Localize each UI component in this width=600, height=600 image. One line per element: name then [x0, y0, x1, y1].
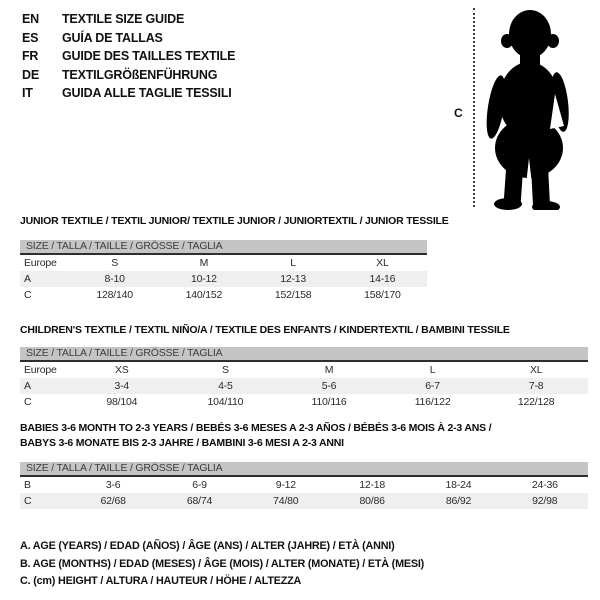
age-cell: 8-10: [104, 273, 125, 285]
language-title: GUIDE DES TAILLES TEXTILE: [62, 49, 236, 63]
age-cell: 6-7: [425, 380, 440, 392]
language-code: ES: [22, 30, 39, 45]
height-cell: 128/140: [96, 289, 133, 301]
language-row-fr: [22, 47, 235, 66]
table-row-height: [20, 394, 588, 410]
language-row-it: [22, 84, 235, 103]
section-junior-textile: [20, 214, 449, 303]
section-childrens-textile: [20, 323, 588, 410]
footnotes: [20, 538, 424, 591]
language-code: EN: [22, 12, 39, 26]
height-cell: 122/128: [517, 396, 555, 408]
language-title: GUÍA DE TALLAS: [62, 30, 163, 45]
months-cell: 12-18: [359, 479, 386, 491]
height-cell: 86/92: [445, 495, 472, 507]
section-title-wrap: [20, 421, 588, 451]
language-title: TEXTILE SIZE GUIDE: [62, 12, 185, 26]
language-code: DE: [22, 67, 39, 82]
row-label: B: [24, 479, 31, 491]
age-cell: 4-5: [218, 380, 233, 392]
height-cell: 104/110: [207, 396, 244, 408]
row-label: Europe: [24, 257, 57, 269]
height-dotted-line: [473, 8, 475, 207]
size-cell: S: [221, 364, 229, 376]
months-cell: 3-6: [105, 479, 121, 491]
section-title-line1: BABIES 3-6 MONTH TO 2-3 YEARS / BEBÉS 3-6 MESES A 2-3 AÑOS / BÉBÉS 3-6 MOIS À 2-3 ANS /: [20, 422, 492, 434]
height-cell: 116/122: [414, 396, 451, 408]
height-cell: 92/98: [532, 495, 558, 507]
row-label: C: [24, 495, 32, 507]
row-label: C: [24, 396, 32, 408]
row-label: A: [24, 273, 31, 285]
size-header-bar: SIZE / TALLA / TAILLE / GRÖSSE / TAGLIA: [20, 240, 427, 255]
height-measure-label: C: [454, 106, 463, 120]
height-cell: 110/116: [311, 396, 347, 408]
months-cell: 6-9: [192, 479, 207, 491]
height-cell: 98/104: [106, 396, 138, 408]
language-row-de: [22, 66, 235, 85]
section-title: JUNIOR TEXTILE / TEXTIL JUNIOR/ TEXTILE JUNIOR / JUNIORTEXTIL / JUNIOR TESSILE: [20, 215, 449, 227]
size-cell: M: [324, 364, 334, 376]
row-label: A: [24, 380, 31, 392]
height-cell: 62/68: [100, 495, 126, 507]
table-row-height: [20, 493, 588, 509]
size-header-bar: SIZE / TALLA / TAILLE / GRÖSSE / TAGLIA: [20, 347, 588, 362]
table-row-age: [20, 378, 588, 394]
table-row-europe: [20, 255, 427, 271]
footnote-height: C. (cm) HEIGHT / ALTURA / HAUTEUR / HÖHE / ALTEZZA: [20, 575, 302, 587]
size-cell: S: [111, 257, 119, 269]
table-row-europe: [20, 362, 588, 378]
height-cell: 68/74: [186, 495, 213, 507]
language-code: FR: [22, 49, 39, 63]
section-title: CHILDREN'S TEXTILE / TEXTIL NIÑO/A / TEXTILE DES ENFANTS / KINDERTEXTIL / BAMBINI TESSILE: [20, 324, 510, 336]
size-cell: XL: [529, 364, 543, 376]
size-cell: L: [429, 364, 436, 376]
size-header-bar: SIZE / TALLA / TAILLE / GRÖSSE / TAGLIA: [20, 462, 588, 477]
language-guide: [22, 10, 235, 103]
months-cell: 9-12: [275, 479, 296, 491]
age-cell: 10-12: [190, 273, 217, 285]
footnote-age-months: B. AGE (MONTHS) / EDAD (MESES) / ÂGE (MOIS) / ALTER (MONATE) / ETÀ (MESI): [20, 557, 425, 570]
age-cell: 12-13: [280, 273, 307, 285]
size-cell: XL: [376, 257, 389, 269]
table-row-age: [20, 271, 427, 287]
language-title: TEXTILGRÖßENFÜHRUNG: [62, 67, 218, 82]
size-cell: XS: [114, 364, 129, 376]
months-cell: 18-24: [445, 479, 472, 491]
language-title: GUIDA ALLE TAGLIE TESSILI: [62, 86, 232, 100]
age-cell: 7-8: [528, 380, 544, 392]
height-cell: 152/158: [274, 289, 312, 301]
footnote-age-years: A. AGE (YEARS) / EDAD (AÑOS) / ÂGE (ANS) / ALTER (JAHRE) / ETÀ (ANNI): [20, 540, 395, 552]
size-cell: M: [199, 257, 209, 269]
months-cell: 24-36: [531, 479, 558, 491]
language-row-en: [22, 10, 235, 29]
age-cell: 14-16: [369, 273, 396, 285]
row-label: C: [24, 289, 32, 301]
language-row-es: [22, 29, 235, 48]
section-title-line2: BABYS 3-6 MONATE BIS 2-3 JAHRE / BAMBINI 3-6 MESI A 2-3 ANNI: [20, 437, 344, 449]
row-label: Europe: [24, 364, 57, 376]
height-cell: 158/170: [364, 289, 401, 301]
height-cell: 74/80: [273, 495, 299, 507]
size-cell: L: [290, 257, 296, 269]
table-row-height: [20, 287, 427, 303]
baby-silhouette-icon: [483, 8, 569, 210]
section-babies-textile: [20, 421, 588, 509]
height-cell: 140/152: [185, 289, 223, 301]
language-code: IT: [22, 86, 33, 100]
age-cell: 3-4: [114, 380, 130, 392]
table-row-months: [20, 477, 588, 493]
height-cell: 80/86: [359, 495, 385, 507]
age-cell: 5-6: [321, 380, 337, 392]
